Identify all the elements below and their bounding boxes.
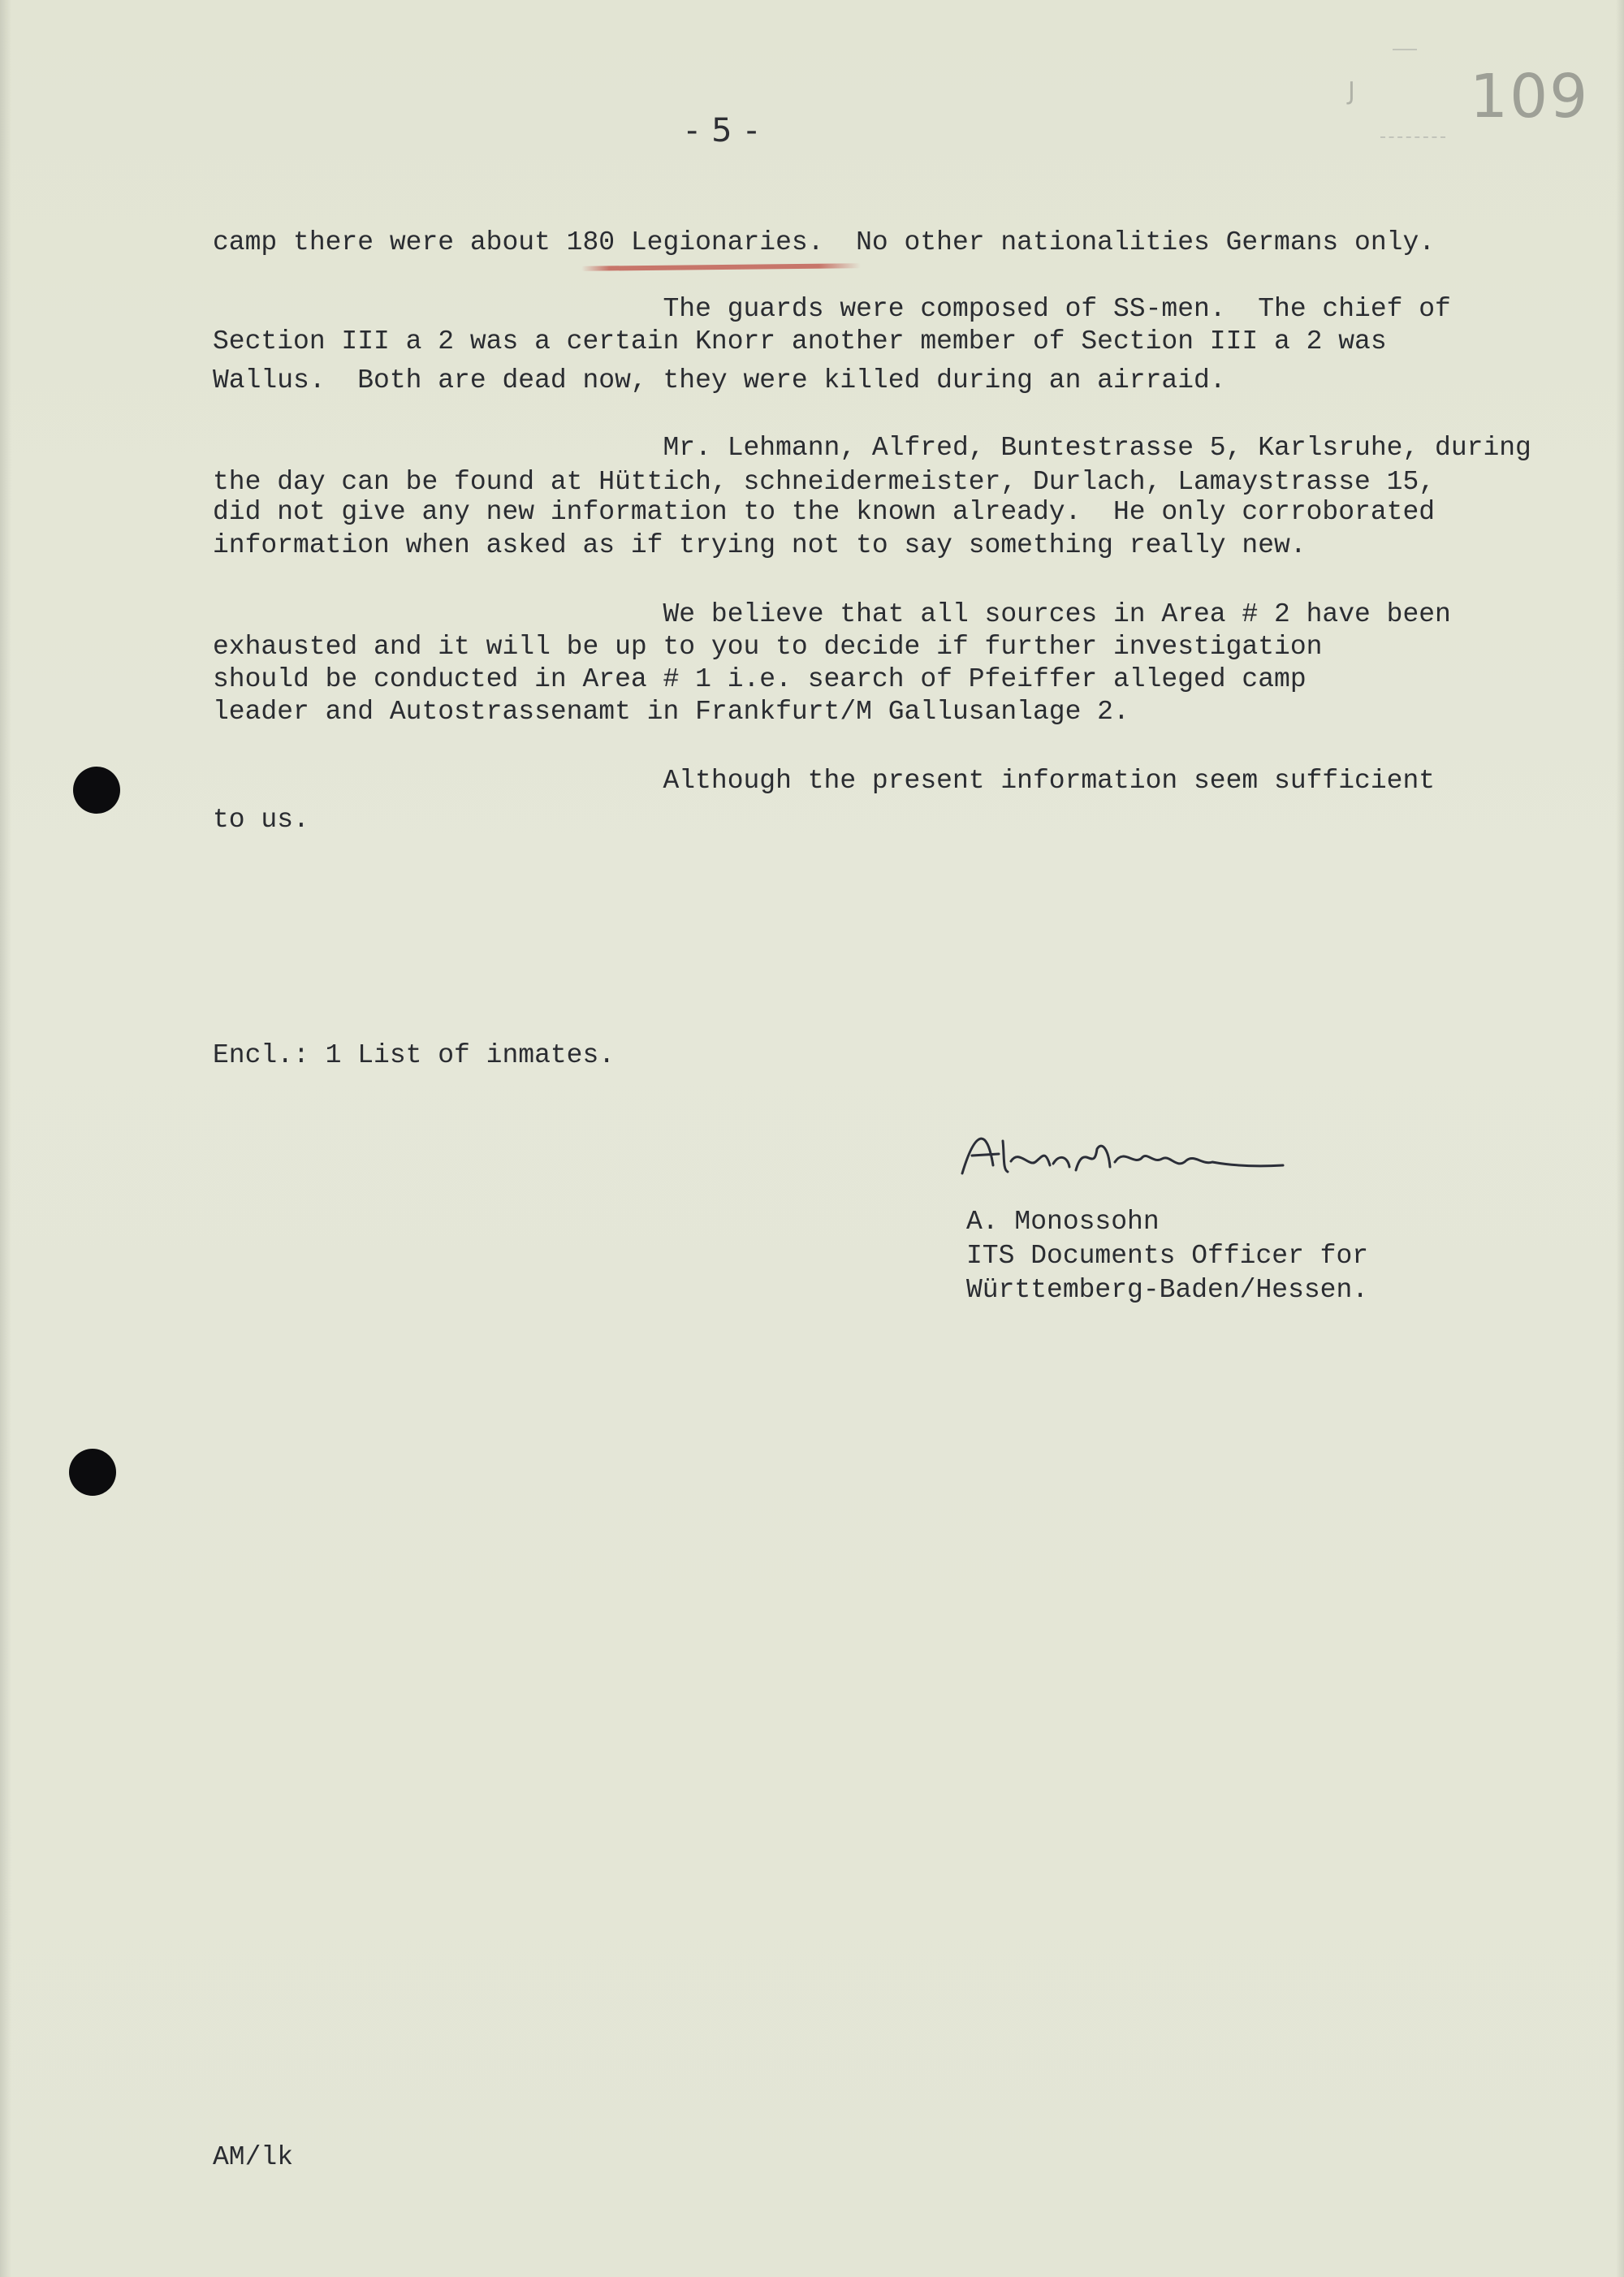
archive-stamp-number: 109 xyxy=(1470,62,1590,132)
body-line: leader and Autostrassenamt in Frankfurt/M Gallusanlage 2. xyxy=(213,697,1129,727)
body-line: camp there were about 180 Legionaries. No other nationalities Germans only. xyxy=(213,227,1436,257)
red-underline-mark xyxy=(581,263,861,271)
stamp-mark: J xyxy=(1348,77,1355,106)
body-line: The guards were composed of SS-men. The chief of xyxy=(213,294,1451,324)
stamp-dash xyxy=(1393,49,1417,50)
body-line: exhausted and it will be up to you to decide if further investigation xyxy=(213,632,1323,662)
body-line: the day can be found at Hüttich, schneidermeister, Durlach, Lamaystrasse 15, xyxy=(213,467,1436,497)
page-edge-left xyxy=(0,0,11,2277)
signatory-title: ITS Documents Officer for xyxy=(966,1241,1369,1271)
body-line: information when asked as if trying not to say something really new. xyxy=(213,530,1307,560)
body-line: Section III a 2 was a certain Knorr another member of Section III a 2 was xyxy=(213,326,1387,356)
page-number: - 5 - xyxy=(686,112,759,149)
body-line: did not give any new information to the known already. He only corroborated xyxy=(213,497,1436,527)
page-edge-right xyxy=(1616,0,1624,2277)
body-line: We believe that all sources in Area # 2 have been xyxy=(213,599,1451,629)
body-line: Wallus. Both are dead now, they were killed during an airraid. xyxy=(213,365,1226,395)
signatory-title: Württemberg-Baden/Hessen. xyxy=(966,1275,1369,1305)
handwritten-signature xyxy=(954,1117,1295,1190)
signatory-name: A. Monossohn xyxy=(966,1207,1160,1237)
enclosure-line: Encl.: 1 List of inmates. xyxy=(213,1040,615,1070)
body-line: should be conducted in Area # 1 i.e. search of Pfeiffer alleged camp xyxy=(213,664,1307,694)
body-line: Mr. Lehmann, Alfred, Buntestrasse 5, Karlsruhe, during xyxy=(213,433,1531,463)
punch-hole-top xyxy=(73,767,120,814)
body-line: to us. xyxy=(213,805,309,835)
punch-hole-bottom xyxy=(69,1449,116,1496)
body-line: Although the present information seem sufficient xyxy=(213,766,1436,796)
reference-initials: AM/lk xyxy=(213,2142,294,2172)
stamp-dash xyxy=(1380,136,1445,138)
